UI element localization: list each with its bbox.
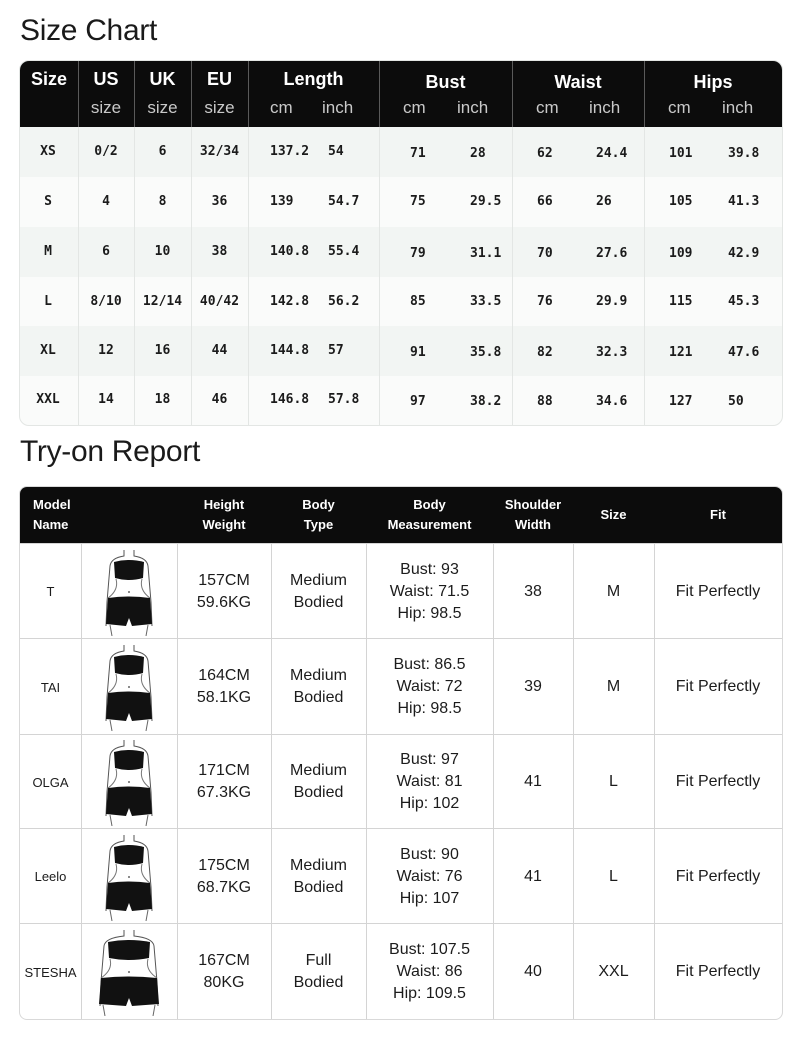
size-cell-eu: 40/42 — [199, 294, 240, 309]
size-cell-length-in: 54.7 — [328, 194, 360, 209]
tryon-row — [20, 734, 782, 829]
size-cell-length-cm: 139 — [270, 194, 294, 209]
size-cell-waist-cm: 76 — [537, 294, 553, 309]
model-figure-icon — [81, 639, 177, 735]
tryon-cell-fit: Fit Perfectly — [675, 963, 761, 980]
size-cell-size: L — [44, 294, 52, 309]
tryon-cell-size: XXL — [598, 963, 629, 980]
size-cell-waist-in: 26 — [596, 194, 612, 209]
tryon-cell-height-weight: 167CM 80KG — [198, 952, 250, 991]
tryon-cell-height-weight: 175CM 68.7KG — [196, 856, 252, 896]
tryon-cell-shoulder-width: 39 — [524, 678, 542, 695]
header-shoulder-width: Shoulder Width — [504, 497, 562, 532]
size-cell-us: 6 — [102, 244, 110, 259]
size-cell-uk: 18 — [154, 392, 171, 407]
header-length-cm: cm — [270, 98, 293, 117]
size-cell-waist-cm: 82 — [537, 345, 553, 360]
model-figure-full-icon — [81, 924, 177, 1020]
header-body-measurement: Body Measurement — [387, 497, 472, 532]
header-length — [248, 61, 379, 127]
tryon-cell-body-measurement: Bust: 86.5 Waist: 72 Hip: 98.5 — [393, 656, 466, 717]
size-cell-eu: 36 — [211, 194, 228, 209]
header-uk-label: UK — [149, 69, 176, 89]
tryon-cell-body-type: Medium Bodied — [290, 667, 347, 706]
tryon-cell-model-name: OLGA — [32, 774, 69, 790]
tryon-cell-model-name: TAI — [40, 679, 61, 695]
size-cell-bust-in: 28 — [470, 146, 486, 161]
size-cell-eu: 32/34 — [199, 144, 240, 159]
size-cell-waist-in: 24.4 — [596, 146, 628, 161]
size-cell-bust-cm: 79 — [410, 246, 426, 261]
tryon-cell-fit: Fit Perfectly — [675, 582, 761, 600]
header-eu-sub: size — [204, 98, 235, 117]
size-cell-bust-cm: 71 — [410, 146, 426, 161]
size-cell-hips-in: 50 — [728, 394, 744, 409]
size-cell-hips-cm: 127 — [669, 394, 693, 409]
size-cell-us: 4 — [102, 194, 110, 209]
tryon-cell-body-measurement: Bust: 90 Waist: 76 Hip: 107 — [396, 845, 463, 907]
tryon-cell-body-type: Medium Bodied — [290, 762, 347, 801]
size-cell-hips-in: 41.3 — [728, 194, 760, 209]
size-cell-size: M — [44, 244, 52, 259]
tryon-cell-model-name: Leelo — [34, 869, 67, 884]
size-cell-bust-in: 33.5 — [470, 294, 502, 309]
size-cell-bust-in: 31.1 — [470, 246, 502, 261]
header-size-label: Size — [30, 69, 68, 89]
tryon-cell-shoulder-width: 41 — [524, 773, 542, 790]
size-cell-bust-cm: 91 — [410, 345, 426, 360]
header-bust-label: Bust — [425, 72, 466, 92]
tryon-cell-size: M — [606, 678, 621, 695]
header-length-inch: inch — [322, 98, 354, 117]
tryon-cell-shoulder-width: 40 — [524, 963, 542, 980]
size-cell-length-in: 55.4 — [328, 244, 360, 259]
header-hips-inch: inch — [722, 98, 754, 117]
tryon-cell-body-type: Medium Bodied — [290, 856, 347, 896]
size-cell-hips-cm: 115 — [669, 294, 693, 309]
size-cell-length-in: 57 — [328, 343, 344, 358]
tryon-cell-height-weight: 164CM 58.1KG — [196, 667, 252, 706]
tryon-row — [20, 923, 782, 1020]
size-chart-header — [20, 61, 782, 127]
header-us — [78, 61, 134, 127]
size-cell-length-cm: 137.2 — [270, 144, 310, 159]
size-cell-hips-cm: 109 — [669, 246, 693, 261]
size-cell-bust-cm: 85 — [410, 294, 426, 309]
header-fit: Fit — [710, 507, 726, 522]
tryon-cell-height-weight: 157CM 59.6KG — [196, 571, 252, 611]
tryon-cell-size: L — [609, 773, 618, 790]
size-cell-hips-cm: 101 — [669, 146, 693, 161]
tryon-cell-model-name: STESHA — [24, 964, 77, 980]
tryon-cell-height-weight: 171CM 67.3KG — [196, 762, 252, 801]
header-size — [20, 61, 78, 127]
tryon-title: Try-on Report — [20, 435, 201, 468]
tryon-cell-fit: Fit Perfectly — [675, 678, 761, 695]
tryon-row — [20, 638, 782, 735]
header-hips-label: Hips — [693, 72, 733, 92]
tryon-cell-shoulder-width: 41 — [524, 867, 542, 885]
header-uk-sub: size — [147, 98, 178, 117]
size-cell-us: 14 — [98, 392, 114, 407]
size-cell-hips-in: 42.9 — [728, 246, 760, 261]
header-uk — [134, 61, 191, 127]
header-us-sub: size — [90, 98, 122, 117]
tryon-cell-body-measurement: Bust: 107.5 Waist: 86 Hip: 109.5 — [389, 941, 470, 1002]
size-cell-hips-cm: 105 — [669, 194, 693, 209]
header-bust-cm: cm — [403, 98, 426, 117]
size-cell-bust-in: 38.2 — [470, 394, 502, 409]
tryon-cell-fit: Fit Perfectly — [675, 867, 761, 885]
size-cell-length-cm: 146.8 — [270, 392, 310, 407]
header-hips — [644, 61, 782, 127]
tryon-header — [20, 487, 782, 543]
size-cell-us: 12 — [98, 343, 114, 358]
tryon-row — [20, 828, 782, 924]
header-us-label: US — [93, 69, 119, 89]
size-cell-length-in: 54 — [328, 144, 344, 159]
header-body-type: Body Type — [302, 497, 335, 532]
tryon-cell-fit: Fit Perfectly — [675, 773, 761, 790]
header-waist — [512, 61, 644, 127]
size-cell-eu: 38 — [211, 244, 228, 259]
size-cell-uk: 10 — [154, 244, 171, 259]
size-cell-uk: 6 — [158, 144, 167, 159]
header-waist-cm: cm — [536, 98, 559, 117]
tryon-cell-size: L — [609, 867, 618, 885]
tryon-table — [19, 486, 783, 1020]
tryon-cell-body-measurement: Bust: 93 Waist: 71.5 Hip: 98.5 — [389, 560, 470, 622]
size-cell-eu: 46 — [211, 392, 228, 407]
size-cell-waist-cm: 70 — [537, 246, 553, 261]
size-cell-waist-cm: 62 — [537, 146, 553, 161]
tryon-cell-model-name: T — [46, 584, 55, 599]
size-cell-length-in: 57.8 — [328, 392, 360, 407]
size-cell-waist-cm: 88 — [537, 394, 553, 409]
header-model-name: Model Name — [33, 497, 71, 532]
model-figure-icon — [81, 735, 177, 829]
header-length-label: Length — [283, 69, 344, 89]
model-figure-icon — [81, 544, 177, 639]
size-cell-us: 8/10 — [90, 294, 122, 309]
header-bust-inch: inch — [457, 98, 489, 117]
size-chart-table — [19, 60, 783, 426]
size-cell-size: S — [44, 194, 52, 209]
header-waist-label: Waist — [554, 72, 602, 92]
size-cell-bust-cm: 75 — [410, 194, 426, 209]
header-size: Size — [600, 507, 627, 522]
size-cell-hips-in: 45.3 — [728, 294, 760, 309]
tryon-cell-body-type: Full Bodied — [293, 952, 344, 991]
size-cell-size: XL — [40, 343, 56, 358]
size-cell-size: XXL — [36, 392, 60, 407]
size-cell-uk: 12/14 — [142, 294, 183, 309]
tryon-cell-body-measurement: Bust: 97 Waist: 81 Hip: 102 — [396, 751, 463, 812]
size-cell-uk: 16 — [154, 343, 171, 358]
tryon-row — [20, 543, 782, 639]
size-cell-eu: 44 — [211, 343, 228, 358]
size-cell-waist-in: 32.3 — [596, 345, 628, 360]
header-eu — [191, 61, 248, 127]
size-cell-uk: 8 — [158, 194, 167, 209]
size-cell-waist-in: 29.9 — [596, 294, 628, 309]
size-cell-us: 0/2 — [94, 144, 118, 159]
model-figure-icon — [81, 829, 177, 924]
size-chart-title: Size Chart — [20, 14, 158, 47]
size-cell-length-cm: 142.8 — [270, 294, 310, 309]
tryon-cell-body-type: Medium Bodied — [290, 571, 347, 611]
size-cell-bust-in: 29.5 — [470, 194, 502, 209]
size-cell-length-cm: 144.8 — [270, 343, 310, 358]
size-cell-bust-cm: 97 — [410, 394, 426, 409]
header-eu-label: EU — [206, 69, 232, 89]
size-cell-waist-in: 27.6 — [596, 246, 628, 261]
header-waist-inch: inch — [589, 98, 621, 117]
header-height-weight: Height Weight — [202, 497, 246, 532]
tryon-cell-size: M — [606, 582, 621, 600]
size-cell-waist-cm: 66 — [537, 194, 553, 209]
header-hips-cm: cm — [668, 98, 691, 117]
size-cell-hips-in: 47.6 — [728, 345, 760, 360]
size-cell-hips-cm: 121 — [669, 345, 693, 360]
header-bust — [379, 61, 512, 127]
size-cell-hips-in: 39.8 — [728, 146, 760, 161]
size-cell-waist-in: 34.6 — [596, 394, 628, 409]
size-cell-size: XS — [40, 144, 56, 159]
size-cell-length-in: 56.2 — [328, 294, 360, 309]
tryon-cell-shoulder-width: 38 — [524, 582, 542, 600]
size-cell-bust-in: 35.8 — [470, 345, 502, 360]
size-cell-length-cm: 140.8 — [270, 244, 310, 259]
